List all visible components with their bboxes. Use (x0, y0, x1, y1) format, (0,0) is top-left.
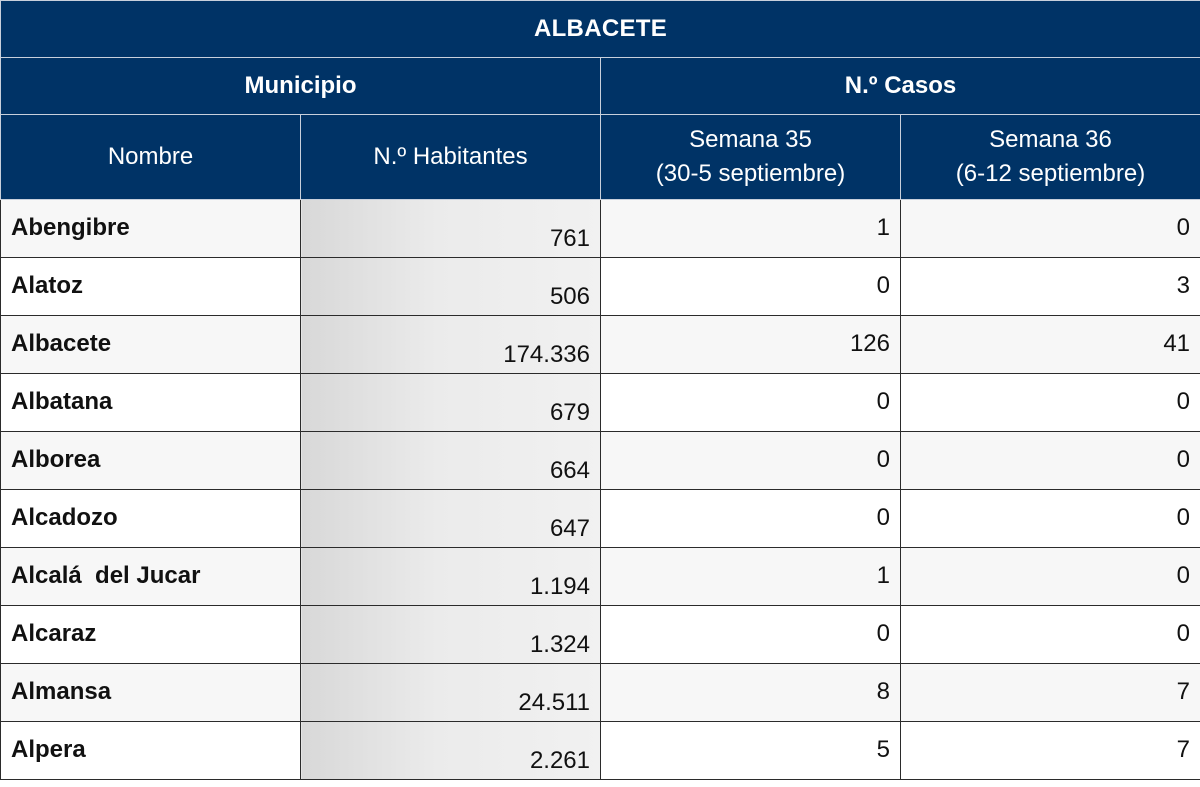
semana35-cases-cell: 126 (601, 316, 901, 374)
semana36-cases-cell: 0 (901, 606, 1200, 664)
semana36-cases-cell: 0 (901, 374, 1200, 432)
table-row (1, 258, 1200, 316)
semana35-cases-cell: 1 (601, 200, 901, 258)
habitantes-cell: 1.194 (301, 548, 601, 606)
municipio-name-cell: Almansa (1, 664, 301, 722)
table-body (1, 200, 1200, 780)
semana35-header-dates: (30-5 septiembre) (655, 160, 846, 187)
table-row (1, 316, 1200, 374)
municipio-name-cell: Alpera (1, 722, 301, 780)
table-title: ALBACETE (1, 1, 1200, 58)
table-row (1, 200, 1200, 258)
habitantes-cell: 761 (301, 200, 601, 258)
group-header-row (1, 58, 1200, 115)
habitantes-cell: 24.511 (301, 664, 601, 722)
municipio-name-cell: Albatana (1, 374, 301, 432)
semana36-cases-cell: 3 (901, 258, 1200, 316)
semana35-cases-cell: 0 (601, 432, 901, 490)
semana35-cases-cell: 5 (601, 722, 901, 780)
semana36-column-header (901, 115, 1200, 200)
table-row (1, 374, 1200, 432)
semana36-cases-cell: 0 (901, 432, 1200, 490)
table-row (1, 548, 1200, 606)
municipio-name-cell: Alcadozo (1, 490, 301, 548)
semana36-header-dates: (6-12 septiembre) (955, 160, 1146, 187)
municipio-name-cell: Alcalá del Jucar (1, 548, 301, 606)
habitantes-column-header: N.º Habitantes (301, 115, 601, 200)
semana35-cases-cell: 1 (601, 548, 901, 606)
title-row (1, 1, 1200, 58)
semana35-cases-cell: 0 (601, 606, 901, 664)
semana35-cases-cell: 0 (601, 374, 901, 432)
semana35-cases-cell: 0 (601, 258, 901, 316)
table-row (1, 432, 1200, 490)
habitantes-cell: 679 (301, 374, 601, 432)
semana35-column-header (601, 115, 901, 200)
column-header-row (1, 115, 1200, 200)
habitantes-cell: 664 (301, 432, 601, 490)
table-row (1, 490, 1200, 548)
habitantes-cell: 506 (301, 258, 601, 316)
municipio-name-cell: Alcaraz (1, 606, 301, 664)
semana36-cases-cell: 7 (901, 722, 1200, 780)
municipio-group-header: Municipio (1, 58, 601, 115)
table-row (1, 664, 1200, 722)
semana36-cases-cell: 0 (901, 490, 1200, 548)
table-row (1, 606, 1200, 664)
municipio-name-cell: Albacete (1, 316, 301, 374)
semana36-header-label: Semana 36 (989, 126, 1112, 153)
semana36-cases-cell: 0 (901, 548, 1200, 606)
semana35-header-label: Semana 35 (689, 126, 812, 153)
table-row (1, 722, 1200, 780)
semana36-cases-cell: 7 (901, 664, 1200, 722)
municipio-name-cell: Alatoz (1, 258, 301, 316)
municipio-name-cell: Alborea (1, 432, 301, 490)
nombre-column-header: Nombre (1, 115, 301, 200)
semana35-cases-cell: 8 (601, 664, 901, 722)
habitantes-cell: 1.324 (301, 606, 601, 664)
casos-group-header: N.º Casos (601, 58, 1200, 115)
municipio-name-cell: Abengibre (1, 200, 301, 258)
semana36-cases-cell: 41 (901, 316, 1200, 374)
habitantes-cell: 174.336 (301, 316, 601, 374)
semana36-cases-cell: 0 (901, 200, 1200, 258)
semana35-cases-cell: 0 (601, 490, 901, 548)
habitantes-cell: 2.261 (301, 722, 601, 780)
habitantes-cell: 647 (301, 490, 601, 548)
